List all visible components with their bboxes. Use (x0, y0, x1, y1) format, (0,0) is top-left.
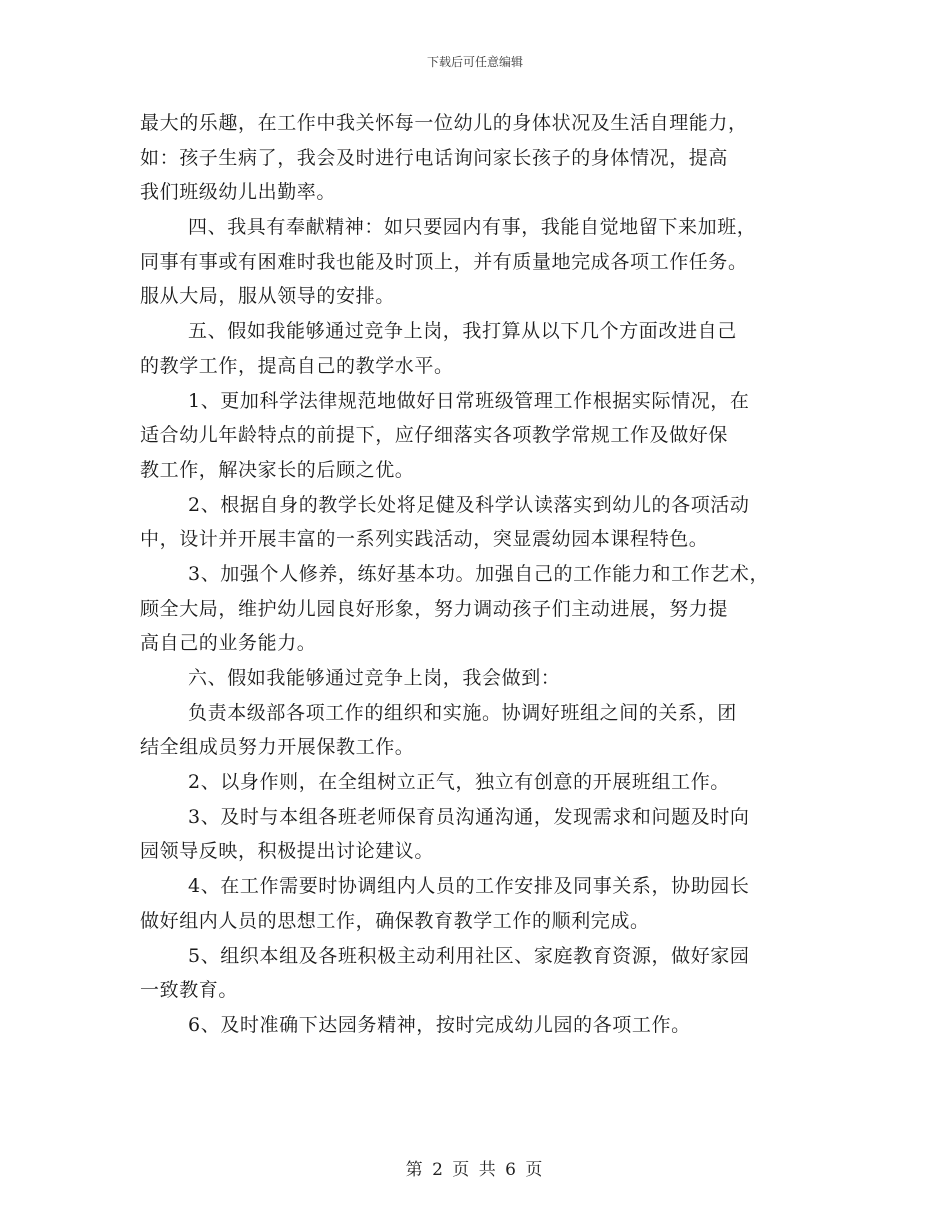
text-line: 四、我具有奉献精神：如只要园内有事，我能自觉地留下来加班， (188, 216, 757, 239)
text-line: 做好组内人员的思想工作，确保教育教学工作的顺利完成。 (140, 909, 650, 932)
text-line: 结全组成员努力开展保教工作。 (140, 736, 415, 759)
text-line: 5、组织本组及各班积极主动利用社区、家庭教育资源，做好家园 (188, 944, 750, 967)
text-line: 1、更加科学法律规范地做好日常班级管理工作根据实际情况，在 (188, 389, 750, 412)
document-body (140, 106, 820, 1043)
page-header: 下载后可任意编辑 (426, 55, 523, 69)
text-line: 最大的乐趣，在工作中我关怀每一位幼儿的身体状况及生活自理能力， (140, 112, 748, 134)
text-line: 六、假如我能够通过竞争上岗，我会做到： (188, 667, 561, 689)
text-line: 服从大局，服从领导的安排。 (140, 285, 395, 308)
page-footer: 第 2 页 共 6 页 (405, 1160, 545, 1180)
text-line: 顾全大局，维护幼儿园良好形象，努力调动孩子们主动进展，努力提 (140, 597, 729, 620)
text-line: 6、及时准确下达园务精神，按时完成幼儿园的各项工作。 (188, 1013, 691, 1036)
text-line: 如：孩子生病了，我会及时进行电话询问家长孩子的身体情况，提高 (140, 146, 729, 169)
text-line: 同事有事或有困难时我也能及时顶上，并有质量地完成各项工作任务。 (140, 250, 748, 273)
text-line: 2、以身作则，在全组树立正气，独立有创意的开展班组工作。 (188, 771, 730, 794)
text-line: 适合幼儿年龄特点的前提下，应仔细落实各项教学常规工作及做好保 (140, 424, 729, 447)
text-line: 4、在工作需要时协调组内人员的工作安排及同事关系，协助园长 (188, 875, 750, 898)
text-line: 我们班级幼儿出勤率。 (140, 181, 337, 204)
text-line: 中，设计并开展丰富的一系列实践活动，突显震幼园本课程特色。 (140, 528, 709, 551)
text-line: 教工作，解决家长的后顾之优。 (140, 458, 415, 481)
text-line: 2、根据自身的教学长处将足健及科学认读落实到幼儿的各项活动 (188, 493, 750, 516)
text-line: 的教学工作，提高自己的教学水平。 (140, 354, 454, 377)
text-line: 3、及时与本组各班老师保育员沟通沟通，发现需求和问题及时向 (188, 805, 750, 828)
text-line: 五、假如我能够通过竞争上岗，我打算从以下几个方面改进自己 (188, 320, 737, 343)
text-line: 3、加强个人修养，练好基本功。加强自己的工作能力和工作艺术， (188, 562, 770, 585)
text-line: 园领导反映，积极提出讨论建议。 (140, 840, 435, 863)
text-line: 高自己的业务能力。 (140, 632, 317, 655)
text-line: 负责本级部各项工作的组织和实施。协调好班组之间的关系，团 (188, 701, 737, 724)
text-line: 一致教育。 (140, 979, 239, 1002)
